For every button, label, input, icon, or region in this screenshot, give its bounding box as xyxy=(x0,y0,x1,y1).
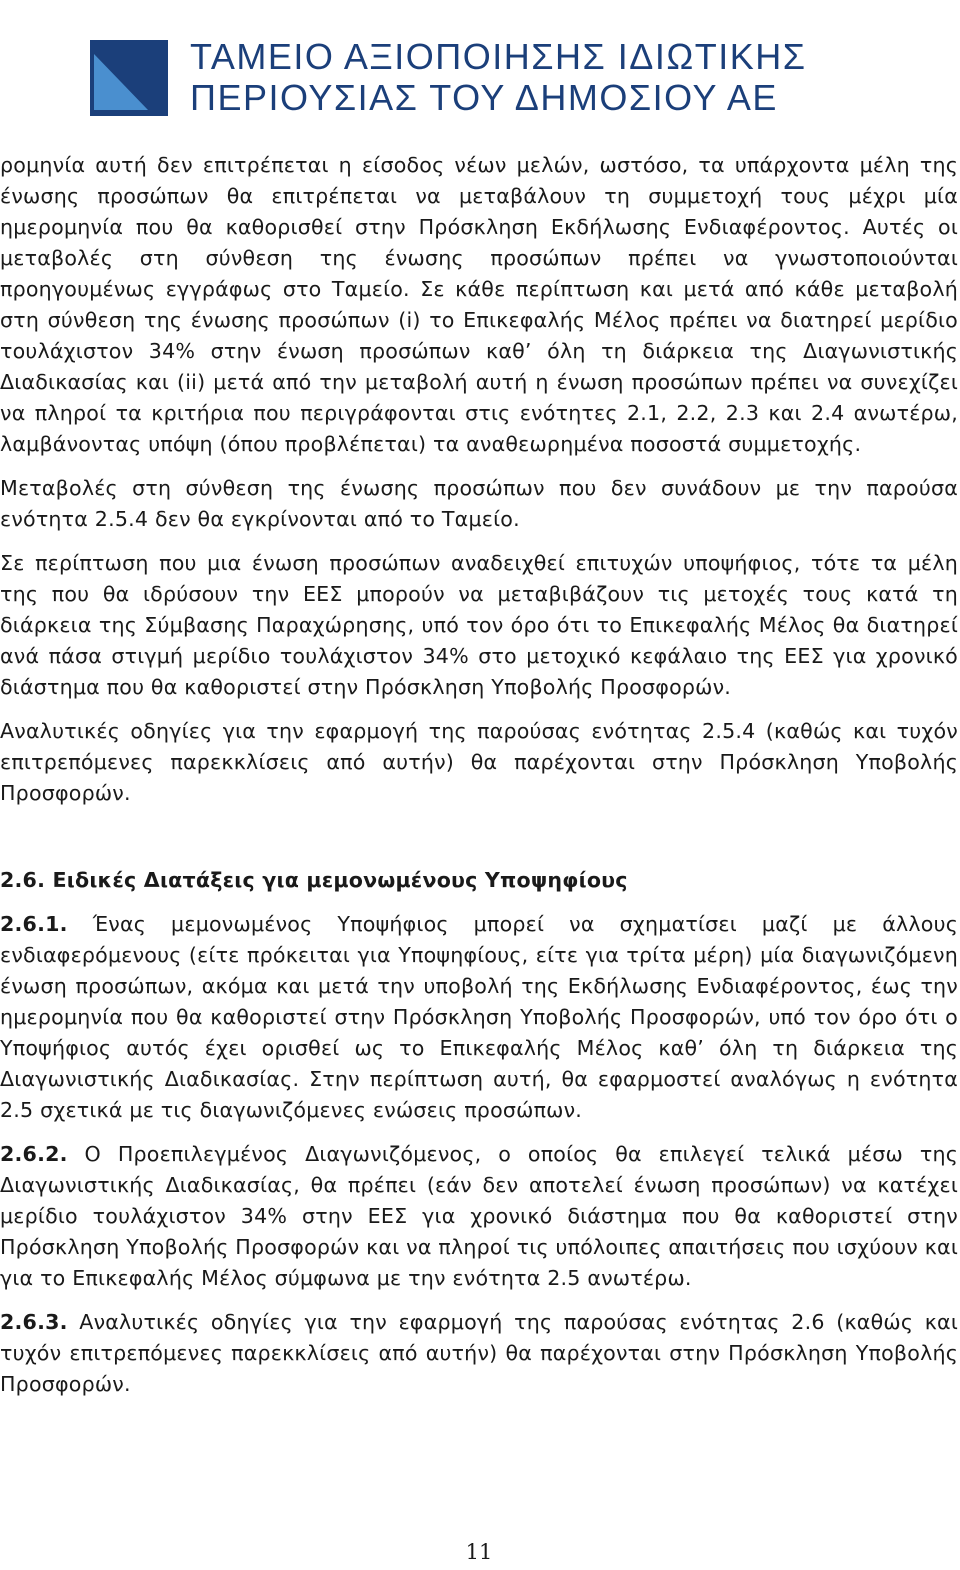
body-paragraph: ρομηνία αυτή δεν επιτρέπεται η είσοδος νέων μελών, ωστόσο, τα υπάρχοντα μέλη της ένωσης προσώπων θα επιτρέπεται να μεταβάλουν τη συμμετοχή τους μέχρι μία ημερομηνία που θα καθορισθεί στην Πρόσκληση Εκδήλωσης Ενδιαφέροντος. Αυτές οι μεταβολές στη σύνθεση της ένωσης προσώπων πρέπει να γνωστοποιούνται προηγουμένως εγγράφως στο Ταμείο. Σε κάθε περίπτωση και μετά από κάθε μεταβολή στη σύνθεση της ένωσης προσώπων (i) το Επικεφαλής Μέλος πρέπει να διατηρεί μερίδιο τουλάχιστον 34% στην ένωση προσώπων καθ’ όλη τη διάρκεια της Διαγωνιστικής Διαδικασίας και (ii) μετά από την μεταβολή αυτή η ένωση προσώπων πρέπει να συνεχίζει να πληροί τα κριτήρια που περιγράφονται στις ενότητες 2.1, 2.2, 2.3 και 2.4 ανωτέρω, λαμβάνοντας υπόψη (όπου προβλέπεται) τα αναθεωρημένα ποσοστά συμμετοχής. xyxy=(0,153,958,456)
section-item-number: 2.6.2. xyxy=(0,1142,68,1166)
organization-logo xyxy=(90,40,168,116)
organization-name xyxy=(190,36,807,118)
page-number: 11 xyxy=(465,1540,493,1564)
section-item-text: Αναλυτικές οδηγίες για την εφαρμογή της παρούσας ενότητας 2.6 (καθώς και τυχόν επιτρεπόμενες παρεκκλίσεις από αυτήν) θα παρέχονται στην Πρόσκληση Υποβολής Προσφορών. xyxy=(0,1310,958,1396)
organization-name-line2: ΠΕΡΙΟΥΣΙΑΣ ΤΟΥ ΔΗΜΟΣΙΟΥ ΑΕ xyxy=(190,77,778,118)
section-item-number: 2.6.3. xyxy=(0,1310,68,1334)
section-item xyxy=(0,909,958,1126)
section-item-text: Ένας μεμονωμένος Υποψήφιος μπορεί να σχηματίσει μαζί με άλλους ενδιαφερόμενους (είτε πρόκειται για Υποψηφίους, είτε για τρίτα μέρη) μία διαγωνιζόμενη ένωση προσώπων, ακόμα και μετά την υποβολή της Εκδήλωσης Ενδιαφέροντος, έως την ημερομηνία που θα καθοριστεί στην Πρόσκληση Υποβολής Προσφορών, υπό τον όρο ότι ο Υποψήφιος αυτός έχει ορισθεί ως το Επικεφαλής Μέλος καθ’ όλη τη διάρκεια της Διαγωνιστικής Διαδικασίας. Στην περίπτωση αυτή, θα εφαρμοστεί αναλόγως η ενότητα 2.5 σχετικά με τις διαγωνιζόμενες ενώσεις προσώπων. xyxy=(0,912,958,1122)
section-item xyxy=(0,1139,958,1294)
section-item xyxy=(0,1307,958,1400)
page-header xyxy=(90,36,880,120)
body-paragraph: Μεταβολές στη σύνθεση της ένωσης προσώπων που δεν συνάδουν με την παρούσα ενότητα 2.5.4 δεν θα εγκρίνονται από το Ταμείο. xyxy=(0,476,958,531)
section-heading: 2.6. Ειδικές Διατάξεις για μεμονωμένους Υποψηφίους xyxy=(0,868,628,892)
organization-name-line1: ΤΑΜΕΙΟ ΑΞΙΟΠΟΙΗΣΗΣ ΙΔΙΩΤΙΚΗΣ xyxy=(190,36,807,77)
body-paragraph: Σε περίπτωση που μια ένωση προσώπων αναδειχθεί επιτυχών υποψήφιος, τότε τα μέλη της που θα ιδρύσουν την ΕΕΣ μπορούν να μεταβιβάζουν τις μετοχές τους κατά τη διάρκεια της Σύμβασης Παραχώρησης, υπό τον όρο ότι το Επικεφαλής Μέλος θα διατηρεί ανά πάσα στιγμή μερίδιο τουλάχιστον 34% στο μετοχικό κεφάλαιο της ΕΕΣ για χρονικό διάστημα που θα καθοριστεί στην Πρόσκληση Υποβολής Προσφορών. xyxy=(0,551,958,699)
document-body xyxy=(0,150,958,1413)
body-paragraph: Αναλυτικές οδηγίες για την εφαρμογή της παρούσας ενότητας 2.5.4 (καθώς και τυχόν επιτρεπόμενες παρεκκλίσεις από αυτήν) θα παρέχονται στην Πρόσκληση Υποβολής Προσφορών. xyxy=(0,719,958,805)
section-item-text: Ο Προεπιλεγμένος Διαγωνιζόμενος, ο οποίος θα επιλεγεί τελικά μέσω της Διαγωνιστικής Διαδικασίας, θα πρέπει (εάν δεν αποτελεί ένωση προσώπων) να κατέχει μερίδιο τουλάχιστον 34% στην ΕΕΣ για χρονικό διάστημα που θα καθοριστεί στην Πρόσκληση Υποβολής Προσφορών και να πληροί τις υπόλοιπες απαιτήσεις που ισχύουν και για το Επικεφαλής Μέλος σύμφωνα με την ενότητα 2.5 ανωτέρω. xyxy=(0,1142,959,1290)
section-item-number: 2.6.1. xyxy=(0,912,68,936)
